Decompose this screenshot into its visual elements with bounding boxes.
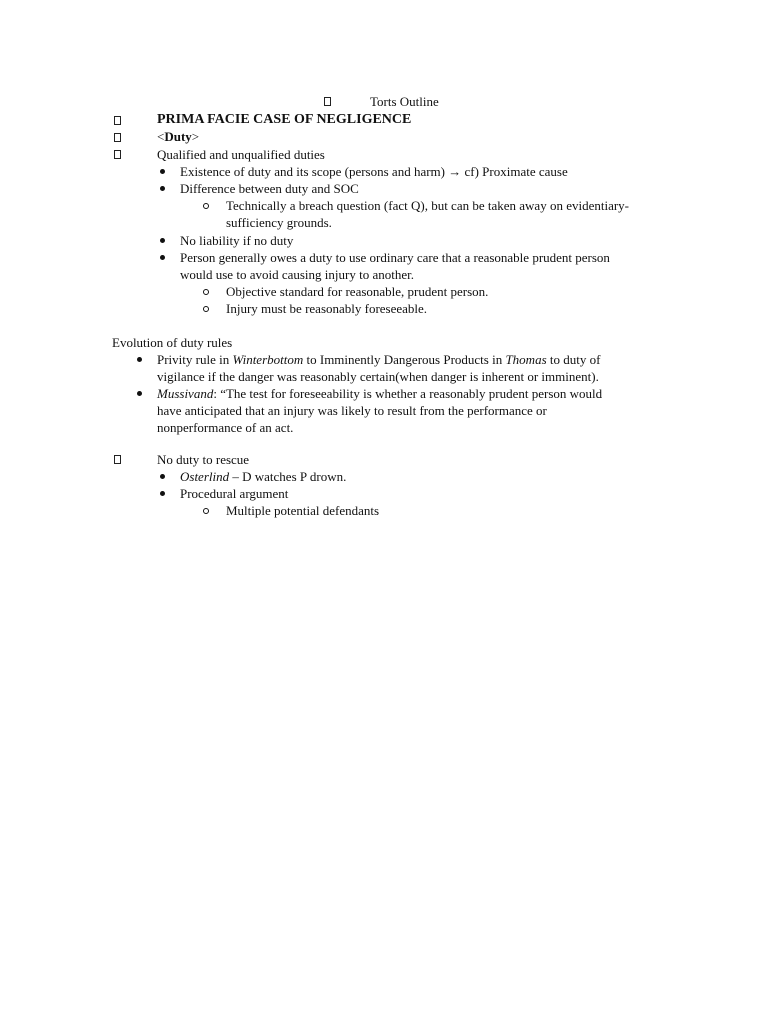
heading-duty: <Duty> [157,129,200,144]
sub-bullet-icon [203,289,209,295]
section-evolution: Evolution of duty rules [112,335,233,350]
list-item: Multiple potential defendants [226,503,380,518]
list-item: Existence of duty and its scope (persons and harm) → cf) Proximate cause [180,164,568,179]
bullet-icon [137,357,142,362]
list-item: Privity rule in Winterbottom to Imminently Dangerous Products in Thomas to duty of [157,352,601,367]
section-qualified-duties: Qualified and unqualified duties [157,147,325,162]
list-item-continuation: sufficiency grounds. [226,215,332,230]
heading-prima-facie: PRIMA FACIE CASE OF NEGLIGENCE [157,112,412,127]
list-item-continuation: vigilance if the danger was reasonably certain(when danger is inherent or imminent). [157,369,599,384]
list-item: Procedural argument [180,486,289,501]
bullet-icon [160,474,165,479]
list-item: Injury must be reasonably foreseeable. [226,301,428,316]
checkbox-icon [114,455,121,464]
list-item: Difference between duty and SOC [180,181,359,196]
list-item: Osterlind – D watches P drown. [180,469,347,484]
bullet-icon [160,169,165,174]
bullet-icon [137,391,142,396]
document-title: Torts Outline [370,94,439,109]
list-item-continuation: nonperformance of an act. [157,420,294,435]
bullet-icon [160,186,165,191]
checkbox-icon [114,150,121,159]
sub-bullet-icon [203,508,209,514]
list-item: Objective standard for reasonable, prudent person. [226,284,489,299]
checkbox-icon [114,133,121,142]
sub-bullet-icon [203,203,209,209]
checkbox-icon [114,116,121,125]
list-item: Mussivand: “The test for foreseeability is whether a reasonably prudent person would [157,386,603,401]
bullet-icon [160,238,165,243]
list-item-continuation: have anticipated that an injury was likely to result from the performance or [157,403,547,418]
list-item: Technically a breach question (fact Q), but can be taken away on evidentiary- [226,198,629,213]
checkbox-icon [324,97,331,106]
sub-bullet-icon [203,306,209,312]
list-item: Person generally owes a duty to use ordinary care that a reasonable prudent person [180,250,610,265]
list-item: No liability if no duty [180,233,294,248]
section-no-duty-rescue: No duty to rescue [157,452,250,467]
list-item-continuation: would use to avoid causing injury to another. [180,267,414,282]
bullet-icon [160,255,165,260]
bullet-icon [160,491,165,496]
